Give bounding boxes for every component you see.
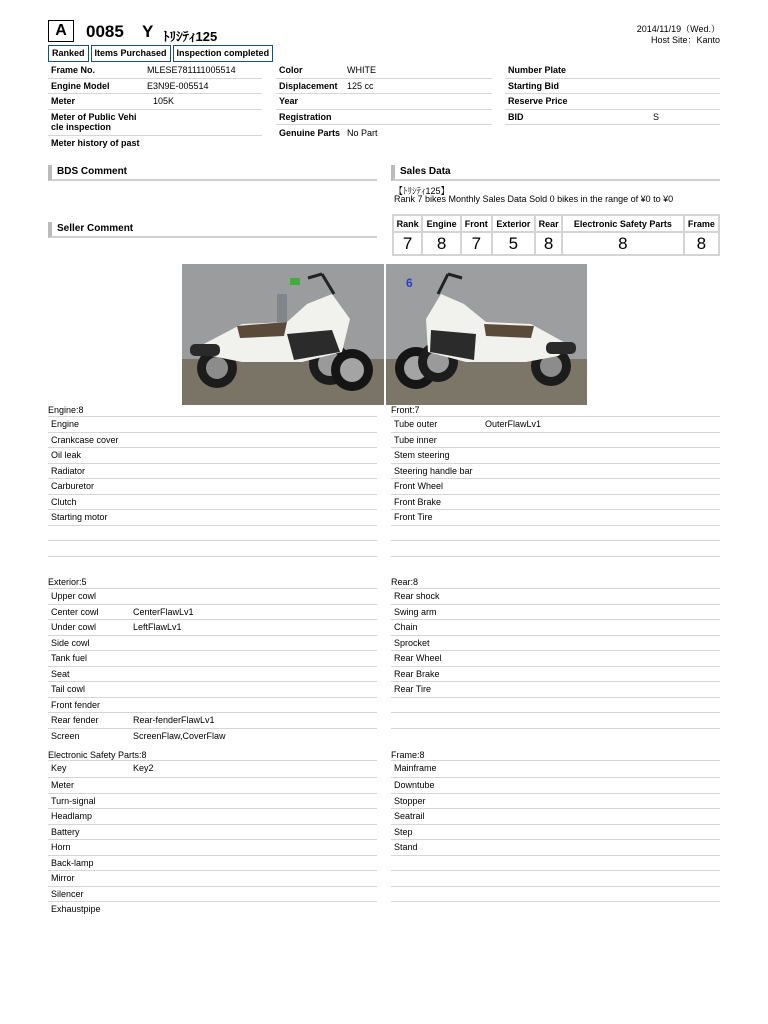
engine-model-value: E3N9E-005514 — [147, 80, 209, 91]
engine-item-name: Crankcase cover — [51, 434, 119, 445]
auction-date: 2014/11/19（Wed.） — [636, 24, 720, 34]
info-column-3 — [505, 63, 720, 125]
score-header-rank: Rank — [393, 215, 422, 232]
rear-row — [391, 605, 720, 621]
exterior-item-name: Seat — [51, 668, 70, 679]
front-item-name: Stem steering — [394, 450, 450, 460]
frame-row — [391, 761, 720, 778]
color-label: Color — [279, 65, 303, 76]
rear-item-name: Rear shock — [394, 591, 440, 601]
exterior-row — [48, 620, 377, 636]
frame-row — [391, 794, 720, 810]
lot-number: 0085 — [86, 22, 124, 41]
frame-no-value: MLESE781111005514 — [147, 65, 236, 76]
frame-item-name: Step — [394, 826, 413, 837]
info-row-registration — [276, 110, 492, 126]
model-name: ﾄﾘｼﾃｨ125 — [163, 29, 218, 44]
front-row — [391, 510, 720, 526]
frame-no-label: Frame No. — [51, 65, 96, 76]
frame-empty-row — [391, 856, 720, 872]
exterior-row — [48, 698, 377, 714]
frame-row — [391, 778, 720, 794]
exterior-item-value: LeftFlawLv1 — [133, 622, 182, 632]
badge-items-purchased: Items Purchased — [91, 45, 171, 62]
seller-comment-heading: Seller Comment — [48, 222, 377, 238]
engine-row — [48, 433, 377, 449]
engine-row — [48, 479, 377, 495]
displacement-value: 125 cc — [347, 80, 374, 91]
electronic-item-name: Exhaustpipe — [51, 904, 101, 914]
front-item-name: Tube outer — [394, 419, 438, 429]
bds-comment-heading: BDS Comment — [48, 165, 377, 181]
score-rear: 8 — [535, 232, 562, 255]
electronic-row — [48, 794, 377, 810]
front-item-value: OuterFlawLv1 — [485, 419, 542, 429]
photo-number-label: 6 — [406, 276, 413, 290]
score-header-engine: Engine — [422, 215, 461, 232]
genuine-parts-value: No Part — [347, 127, 378, 138]
engine-item-name: Clutch — [51, 496, 77, 507]
score-frame: 8 — [684, 232, 719, 255]
info-row-number-plate — [505, 63, 720, 79]
front-item-name: Front Wheel — [394, 481, 444, 491]
rear-row — [391, 636, 720, 652]
score-table — [392, 214, 720, 256]
electronic-list — [48, 760, 377, 918]
electronic-item-name: Headlamp — [51, 811, 93, 821]
photo-right-side[interactable] — [386, 264, 587, 405]
rear-item-name: Sprocket — [394, 637, 430, 648]
info-column-1 — [48, 63, 262, 151]
frame-row — [391, 840, 720, 856]
engine-model-label: Engine Model — [51, 80, 110, 91]
rear-item-name: Rear Brake — [394, 668, 440, 679]
info-row-bid — [505, 110, 720, 126]
number-plate-label: Number Plate — [508, 65, 567, 76]
electronic-item-name: Turn-signal — [51, 795, 96, 806]
color-value: WHITE — [347, 65, 376, 76]
electronic-item-name: Key — [51, 763, 67, 773]
exterior-section-title: Exterior:5 — [48, 577, 87, 587]
rear-list — [391, 588, 720, 729]
exterior-item-name: Tank fuel — [51, 653, 88, 663]
reserve-price-label: Reserve Price — [508, 96, 568, 107]
electronic-row — [48, 871, 377, 887]
front-row — [391, 479, 720, 495]
engine-list — [48, 416, 377, 557]
info-row-displacement — [276, 79, 492, 95]
exterior-item-name: Under cowl — [51, 622, 97, 632]
rear-row — [391, 589, 720, 605]
rear-empty-row — [391, 713, 720, 729]
meter-history-label: Meter history of past — [51, 138, 140, 149]
rear-item-name: Chain — [394, 622, 418, 632]
meter-value: 105K — [153, 96, 175, 107]
front-item-name: Front Brake — [394, 496, 442, 507]
frame-section-title: Frame:8 — [391, 750, 425, 760]
frame-empty-row — [391, 887, 720, 903]
front-item-name: Front Tire — [394, 512, 433, 522]
exterior-row — [48, 682, 377, 698]
electronic-section-title: Electronic Safety Parts:8 — [48, 750, 147, 760]
info-row-frame-no — [48, 63, 262, 79]
frame-row — [391, 825, 720, 841]
electronic-item-name: Meter — [51, 780, 75, 790]
score-header-electronic: Electronic Safety Parts — [562, 215, 684, 232]
rear-section-title: Rear:8 — [391, 577, 419, 587]
engine-item-name: Oil leak — [51, 450, 82, 460]
info-row-public-meter — [48, 110, 262, 136]
exterior-item-name: Screen — [51, 730, 80, 741]
electronic-row — [48, 887, 377, 903]
scooter-left-illustration — [182, 264, 384, 405]
frame-empty-row — [391, 871, 720, 887]
bid-value: S — [653, 111, 660, 122]
badge-ranked: Ranked — [48, 45, 89, 62]
info-row-starting-bid — [505, 79, 720, 95]
engine-row — [48, 417, 377, 433]
engine-empty-row — [48, 526, 377, 542]
scooter-right-illustration — [386, 264, 587, 405]
exterior-row — [48, 605, 377, 621]
electronic-item-name: Back-lamp — [51, 857, 94, 868]
badge-inspection-completed: Inspection completed — [173, 45, 274, 62]
info-row-color — [276, 63, 492, 79]
rear-item-name: Swing arm — [394, 606, 437, 617]
exterior-list — [48, 588, 377, 744]
electronic-item-name: Silencer — [51, 888, 84, 899]
electronic-item-name: Battery — [51, 826, 80, 837]
front-empty-row — [391, 526, 720, 542]
exterior-item-name: Tail cowl — [51, 684, 86, 694]
front-section-title: Front:7 — [391, 405, 420, 415]
frame-list — [391, 760, 720, 902]
score-header-front: Front — [461, 215, 491, 232]
score-electronic: 8 — [562, 232, 684, 255]
frame-item-name: Stopper — [394, 795, 426, 806]
status-badges — [48, 45, 273, 62]
front-item-name: Steering handle bar — [394, 465, 473, 476]
info-column-2 — [276, 63, 492, 141]
front-row — [391, 448, 720, 464]
genuine-parts-label: Genuine Parts — [279, 127, 341, 138]
engine-row — [48, 510, 377, 526]
public-meter-label: Meter of Public Vehi cle inspection — [51, 111, 137, 132]
exterior-row — [48, 589, 377, 605]
electronic-row — [48, 902, 377, 918]
rear-row — [391, 667, 720, 683]
exterior-item-name: Upper cowl — [51, 591, 97, 601]
frame-item-name: Stand — [394, 842, 418, 852]
meter-label: Meter — [51, 96, 76, 107]
exterior-row — [48, 729, 377, 745]
engine-item-name: Engine — [51, 419, 80, 429]
info-row-engine-model — [48, 79, 262, 95]
score-rank: 7 — [393, 232, 422, 255]
front-row — [391, 417, 720, 433]
registration-label: Registration — [279, 111, 332, 122]
engine-item-name: Starting motor — [51, 512, 108, 522]
exterior-row — [48, 651, 377, 667]
front-row — [391, 433, 720, 449]
exterior-row — [48, 713, 377, 729]
front-row — [391, 495, 720, 511]
engine-item-name: Radiator — [51, 465, 86, 476]
starting-bid-label: Starting Bid — [508, 80, 559, 91]
frame-item-name: Seatrail — [394, 811, 425, 821]
lot-suffix: Y — [142, 22, 154, 41]
engine-item-name: Carburetor — [51, 481, 95, 491]
exterior-row — [48, 636, 377, 652]
displacement-label: Displacement — [279, 80, 338, 91]
engine-row — [48, 495, 377, 511]
rear-item-name: Rear Tire — [394, 684, 432, 694]
electronic-row — [48, 761, 377, 778]
photo-left-side[interactable] — [182, 264, 384, 405]
exterior-item-value: CenterFlawLv1 — [133, 606, 194, 617]
electronic-row — [48, 840, 377, 856]
exterior-item-value: ScreenFlaw,CoverFlaw — [133, 730, 226, 741]
score-front: 7 — [461, 232, 491, 255]
exterior-item-value: Rear-fenderFlawLv1 — [133, 715, 215, 725]
front-item-name: Tube inner — [394, 434, 437, 445]
electronic-row — [48, 809, 377, 825]
rear-row — [391, 620, 720, 636]
exterior-item-name: Front fender — [51, 699, 101, 710]
lane-letter: A — [48, 20, 74, 42]
engine-section-title: Engine:8 — [48, 405, 84, 415]
exterior-item-name: Center cowl — [51, 606, 99, 617]
rear-item-name: Rear Wheel — [394, 653, 442, 663]
rear-row — [391, 651, 720, 667]
engine-empty-row — [48, 541, 377, 557]
electronic-item-name: Horn — [51, 842, 71, 852]
sales-data-heading: Sales Data — [391, 165, 720, 181]
info-row-reserve-price — [505, 94, 720, 110]
front-row — [391, 464, 720, 480]
electronic-row — [48, 778, 377, 794]
score-engine: 8 — [422, 232, 461, 255]
frame-item-name: Downtube — [394, 780, 435, 790]
bid-label: BID — [508, 111, 524, 122]
host-site: Host Site：Kanto — [650, 35, 720, 45]
score-header-exterior: Exterior — [492, 215, 536, 232]
score-header-rear: Rear — [535, 215, 562, 232]
rear-empty-row — [391, 698, 720, 714]
exterior-item-name: Rear fender — [51, 715, 99, 725]
sales-data-model: 【ﾄﾘｼﾃｨ125】 — [394, 186, 450, 196]
year-label: Year — [279, 96, 299, 107]
electronic-row — [48, 856, 377, 872]
engine-row — [48, 448, 377, 464]
score-value-row — [393, 232, 719, 255]
info-row-year — [276, 94, 492, 110]
front-list — [391, 416, 720, 557]
frame-row — [391, 809, 720, 825]
electronic-item-name: Mirror — [51, 873, 75, 883]
exterior-row — [48, 667, 377, 683]
frame-item-name: Mainframe — [394, 763, 437, 773]
front-empty-row — [391, 541, 720, 557]
sales-data-summary: Rank 7 bikes Monthly Sales Data Sold 0 bikes in the range of ¥0 to ¥0 — [394, 194, 674, 204]
rear-row — [391, 682, 720, 698]
score-header-frame: Frame — [684, 215, 719, 232]
electronic-row — [48, 825, 377, 841]
exterior-item-name: Side cowl — [51, 637, 90, 648]
info-row-genuine-parts — [276, 125, 492, 141]
info-row-meter-history — [48, 136, 262, 152]
score-exterior: 5 — [492, 232, 536, 255]
info-row-meter — [48, 94, 262, 110]
score-header-row — [393, 215, 719, 232]
engine-row — [48, 464, 377, 480]
electronic-item-value: Key2 — [133, 763, 154, 773]
